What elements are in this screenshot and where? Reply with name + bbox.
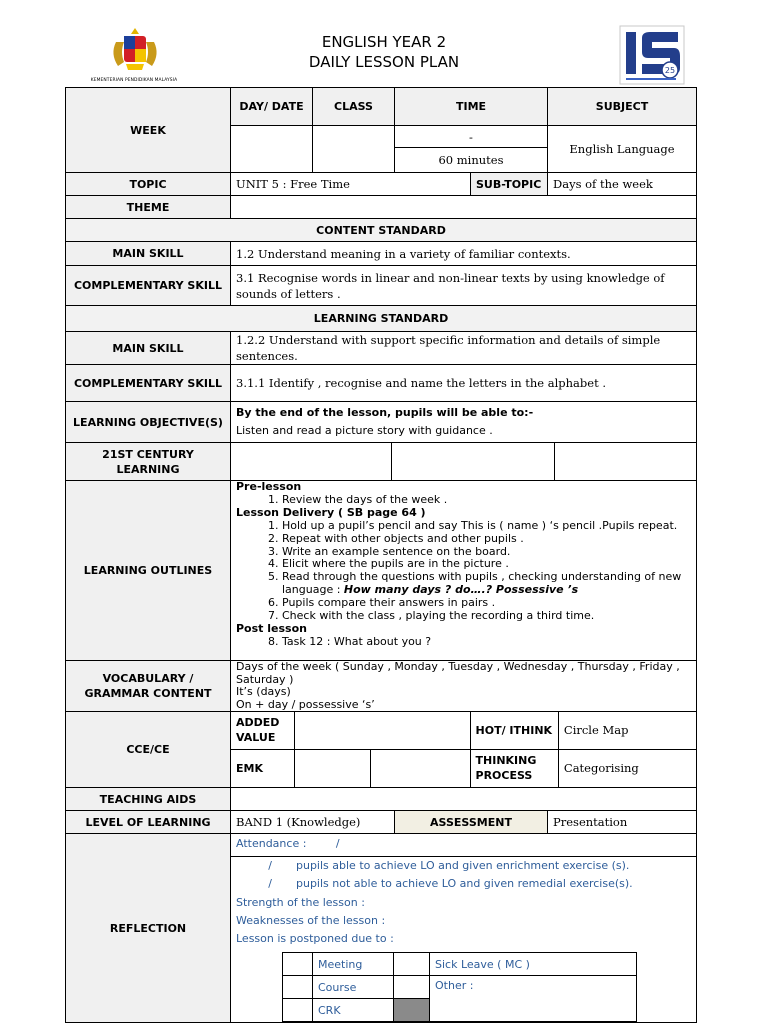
- cce-grid: [231, 712, 697, 788]
- ls-complementary-label: COMPLEMENTARY SKILL: [66, 365, 231, 402]
- day-date-label: DAY/ DATE: [231, 88, 313, 126]
- course-checkbox[interactable]: [283, 976, 313, 999]
- emk-value-1[interactable]: [294, 749, 370, 787]
- other-checkbox[interactable]: [394, 976, 430, 999]
- hot-label: HOT/ ITHINK: [470, 712, 558, 749]
- theme-label: THEME: [66, 196, 231, 219]
- vocabulary-line-1: Days of the week ( Sunday , Monday , Tuesday , Wednesday , Thursday , Friday , Saturday ): [236, 660, 680, 686]
- page-title: [200, 32, 568, 72]
- list-item: 2. Repeat with other objects and other pupils .: [282, 533, 691, 546]
- other-label[interactable]: Other :: [430, 976, 637, 1022]
- remedial-slash: /: [268, 877, 272, 891]
- meeting-checkbox[interactable]: [283, 953, 313, 976]
- level-value[interactable]: BAND 1 (Knowledge): [231, 811, 395, 834]
- topic-label: TOPIC: [66, 173, 231, 196]
- remedial-line: [236, 875, 696, 893]
- list-item: 8. Task 12 : What about you ?: [282, 636, 691, 649]
- teaching-aids-value[interactable]: [231, 788, 697, 811]
- century-slot-2[interactable]: [392, 443, 555, 480]
- enrichment-text: pupils able to achieve LO and given enrichment exercise (s).: [296, 859, 630, 872]
- ls-complementary-value[interactable]: 3.1.1 Identify , recognise and name the letters in the alphabet .: [231, 365, 697, 402]
- attendance-slash: /: [335, 837, 340, 850]
- attendance-label: Attendance :: [236, 837, 307, 850]
- teaching-aids-label: TEACHING AIDS: [66, 788, 231, 811]
- list-item: 6. Pupils compare their answers in pairs .: [282, 597, 691, 610]
- reflection-body: [231, 857, 696, 948]
- learning-standard-heading: LEARNING STANDARD: [66, 306, 697, 332]
- pre-lesson-list: [236, 494, 691, 507]
- objective-label: LEARNING OBJECTIVE(S): [66, 402, 231, 443]
- time-label: TIME: [395, 88, 548, 126]
- cs-main-skill-label: MAIN SKILL: [66, 242, 231, 266]
- century-label: 21ST CENTURY LEARNING: [66, 443, 231, 481]
- vocabulary-line-3: On + day / possessive ‘s’: [236, 697, 375, 711]
- century-cells: [231, 443, 697, 481]
- outlines-cell[interactable]: [231, 481, 697, 661]
- list-item: [282, 571, 691, 597]
- subtopic-value[interactable]: Days of the week: [548, 173, 697, 196]
- ls-main-skill-value[interactable]: 1.2.2 Understand with support specific information and details of simple sentences.: [231, 332, 697, 365]
- school-logo-icon: [618, 24, 686, 86]
- century-slot-3[interactable]: [555, 443, 697, 480]
- delivery-item-5-emphasis: How many days ? do….? Possessive ’s: [343, 583, 579, 597]
- cs-complementary-label: COMPLEMENTARY SKILL: [66, 266, 231, 306]
- list-item: 7. Check with the class , playing the recording a third time.: [282, 610, 691, 623]
- ministry-caption: KEMENTERIAN PENDIDIKAN MALAYSIA: [90, 78, 178, 83]
- week-label: WEEK: [66, 88, 231, 173]
- emk-value-2[interactable]: [371, 749, 470, 787]
- shaded-cell: [394, 999, 430, 1022]
- class-label: CLASS: [313, 88, 395, 126]
- vocabulary-cell[interactable]: [231, 661, 697, 712]
- malaysia-crest-icon: [100, 26, 170, 72]
- post-lesson-list: [236, 636, 691, 649]
- cs-complementary-value[interactable]: 3.1 Recognise words in linear and non-linear texts by using knowledge of sounds of letters .: [231, 266, 697, 306]
- vocabulary-line-2: It’s (days): [236, 685, 291, 698]
- crk-label: CRK: [313, 999, 394, 1022]
- meeting-label: Meeting: [313, 953, 394, 976]
- post-lesson-heading: Post lesson: [236, 621, 307, 635]
- postpone-reasons-table: [282, 952, 637, 1022]
- delivery-heading: Lesson Delivery ( SB page 64 ): [236, 505, 426, 519]
- cs-main-skill-value[interactable]: 1.2 Understand meaning in a variety of familiar contexts.: [231, 242, 697, 266]
- sick-checkbox[interactable]: [394, 953, 430, 976]
- logo-number: 25: [664, 66, 676, 75]
- enrichment-slash: /: [268, 859, 272, 872]
- vocabulary-label: VOCABULARY / GRAMMAR CONTENT: [66, 661, 231, 712]
- title-line-1: ENGLISH YEAR 2: [321, 33, 447, 51]
- weakness-line: Weaknesses of the lesson :: [236, 913, 386, 927]
- content-standard-heading: CONTENT STANDARD: [66, 219, 697, 242]
- duration-value[interactable]: 60 minutes: [395, 148, 548, 173]
- sick-label: Sick Leave ( MC ): [430, 953, 637, 976]
- ls-main-skill-label: MAIN SKILL: [66, 332, 231, 365]
- postponed-line: Lesson is postponed due to :: [236, 932, 394, 946]
- thinking-process-value[interactable]: Categorising: [563, 761, 639, 776]
- lesson-plan-table: [65, 87, 697, 1023]
- strength-line: Strength of the lesson :: [236, 895, 365, 909]
- outlines-label: LEARNING OUTLINES: [66, 481, 231, 661]
- list-item: 4. Elicit where the pupils are in the picture .: [282, 558, 691, 571]
- enrichment-line: [236, 857, 696, 875]
- day-date-value[interactable]: [231, 126, 313, 173]
- theme-value[interactable]: [231, 196, 697, 219]
- hot-value[interactable]: Circle Map: [558, 712, 696, 749]
- subtopic-label: SUB-TOPIC: [471, 173, 548, 196]
- emk-label: EMK: [231, 749, 294, 787]
- remedial-text: pupils not able to achieve LO and given remedial exercise(s).: [296, 877, 633, 891]
- class-value[interactable]: [313, 126, 395, 173]
- objective-cell[interactable]: [231, 402, 697, 443]
- title-line-2: DAILY LESSON PLAN: [308, 53, 460, 71]
- objective-intro: By the end of the lesson, pupils will be able to:-: [236, 406, 534, 419]
- objective-text: Listen and read a picture story with guidance .: [236, 424, 493, 437]
- delivery-item-5-text: Read through the questions with pupils , checking understanding of new language :: [282, 570, 682, 597]
- pre-lesson-heading: Pre-lesson: [236, 480, 302, 493]
- added-value-value[interactable]: [294, 712, 470, 749]
- list-item: 3. Write an example sentence on the board.: [282, 546, 691, 559]
- list-item: 1. Hold up a pupil’s pencil and say This is ( name ) ‘s pencil .Pupils repeat.: [282, 520, 691, 533]
- century-slot-1[interactable]: [231, 443, 392, 480]
- reflection-cell[interactable]: [231, 834, 697, 1023]
- cce-label: CCE/CE: [66, 712, 231, 788]
- assessment-value[interactable]: Presentation: [548, 811, 697, 834]
- reflection-label: REFLECTION: [66, 834, 231, 1023]
- list-item: 1. Review the days of the week .: [282, 494, 691, 507]
- subject-label: SUBJECT: [548, 88, 697, 126]
- delivery-list: [236, 520, 691, 623]
- course-label: Course: [313, 976, 394, 999]
- attendance-line: [231, 834, 696, 857]
- topic-value[interactable]: UNIT 5 : Free Time: [231, 173, 471, 196]
- added-value-label: ADDED VALUE: [231, 712, 294, 749]
- level-label: LEVEL OF LEARNING: [66, 811, 231, 834]
- crk-checkbox[interactable]: [283, 999, 313, 1022]
- subject-value[interactable]: English Language: [548, 126, 697, 173]
- assessment-label: ASSESSMENT: [395, 811, 548, 834]
- thinking-process-label: THINKING PROCESS: [470, 749, 558, 787]
- time-value[interactable]: -: [395, 126, 548, 148]
